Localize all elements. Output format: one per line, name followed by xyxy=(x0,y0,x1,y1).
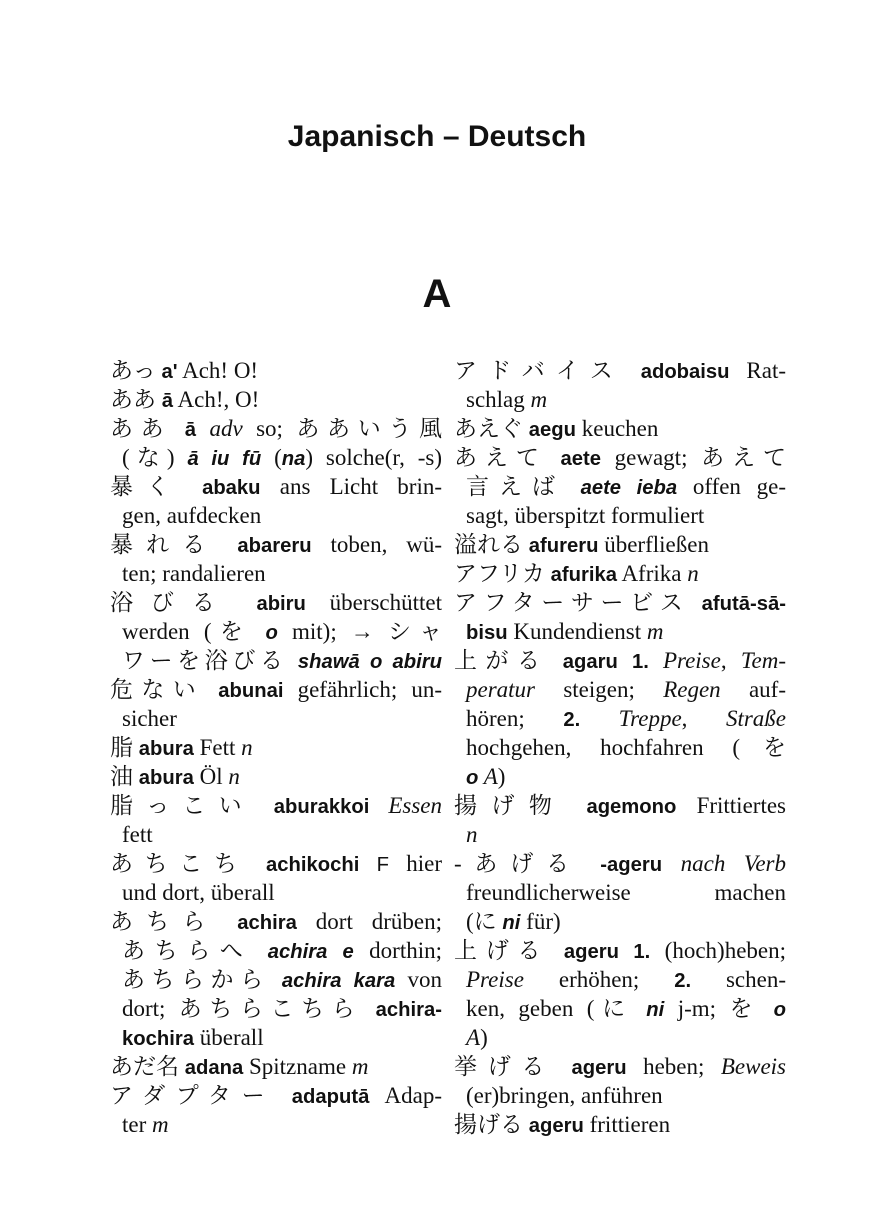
text-run: Straße xyxy=(725,706,787,731)
text-run: 2. xyxy=(563,709,619,731)
text-run: あえぐ xyxy=(454,416,529,441)
dictionary-entry xyxy=(110,530,442,588)
dictionary-entry xyxy=(110,414,442,472)
page-title: Japanisch – Deutsch xyxy=(287,120,587,153)
text-run: あだ名 xyxy=(110,1054,185,1079)
text-run: ( xyxy=(122,445,130,470)
text-run: m xyxy=(351,1054,369,1079)
text-run: achira xyxy=(237,912,297,934)
dictionary-entry xyxy=(454,791,786,849)
text-run: あっ xyxy=(110,358,162,383)
text-run: 2. xyxy=(674,970,726,992)
entry-line xyxy=(110,356,442,385)
text-run: freundlicherweise machen xyxy=(466,880,786,905)
dictionary-entry xyxy=(454,1052,786,1110)
entry-line xyxy=(110,472,442,501)
entry-line xyxy=(454,559,786,588)
text-run: überall xyxy=(193,1025,264,1050)
text-run: überfließen xyxy=(598,532,709,557)
dictionary-entry xyxy=(110,907,442,1052)
text-run: な xyxy=(129,445,167,470)
right-column xyxy=(454,356,786,1139)
entry-line xyxy=(110,762,442,791)
text-run: , xyxy=(720,648,741,673)
text-run: j-m; xyxy=(664,996,730,1021)
text-run: schen- xyxy=(725,967,787,992)
entry-line xyxy=(110,1110,442,1139)
text-run: aete ieba xyxy=(580,477,678,499)
text-run: Fett xyxy=(193,735,242,760)
text-run: adaputā xyxy=(291,1086,370,1108)
text-run: schlag xyxy=(466,387,531,412)
text-run: a' xyxy=(161,361,178,383)
entry-line xyxy=(454,994,786,1023)
text-run: abura xyxy=(138,738,194,760)
text-run: werden ( xyxy=(122,619,212,644)
text-run: Tem- xyxy=(740,648,787,673)
text-run: 挙げる xyxy=(454,1054,572,1079)
text-run: abura xyxy=(138,767,194,789)
entry-line xyxy=(110,1052,442,1081)
text-run: (er)bringen, anführen xyxy=(466,1083,663,1108)
entry-line xyxy=(454,849,786,878)
text-run: 上がる xyxy=(454,648,563,673)
text-run: 脂っこい xyxy=(110,793,274,818)
text-run: を xyxy=(740,735,787,760)
entry-line xyxy=(454,907,786,936)
entry-line xyxy=(454,617,786,646)
entry-line xyxy=(110,530,442,559)
text-run: A xyxy=(478,764,498,789)
text-run: für) xyxy=(520,909,561,934)
text-run: 暴く xyxy=(110,474,203,499)
text-run: ageru xyxy=(571,1057,627,1079)
text-run: adana xyxy=(184,1057,244,1079)
entry-line xyxy=(454,501,786,530)
text-run: gewagt; xyxy=(600,445,702,470)
text-run: 危ない xyxy=(110,677,219,702)
entry-line xyxy=(454,733,786,762)
dictionary-entry xyxy=(110,733,442,762)
entry-line xyxy=(110,936,442,965)
dictionary-entry xyxy=(110,791,442,849)
text-run: abunai xyxy=(218,680,284,702)
text-run: dort drüben; xyxy=(296,909,442,934)
text-run: Rat- xyxy=(729,358,786,383)
text-run: シャ xyxy=(388,619,442,644)
dictionary-entry xyxy=(110,849,442,907)
text-run: 油 xyxy=(110,764,139,789)
text-run: 揚げる xyxy=(454,1112,529,1137)
text-run: erhöhen; xyxy=(523,967,675,992)
text-run: achira e xyxy=(267,941,354,963)
text-run: aete xyxy=(560,448,601,470)
text-run: ā xyxy=(161,390,174,412)
entry-line xyxy=(110,994,442,1023)
entry-line xyxy=(454,704,786,733)
entry-line xyxy=(110,1081,442,1110)
entry-line xyxy=(110,501,442,530)
entry-line xyxy=(110,559,442,588)
text-run: abiru xyxy=(256,593,306,615)
entry-line xyxy=(110,414,442,443)
text-run: n xyxy=(466,822,478,847)
text-run: Preise xyxy=(466,967,524,992)
entry-line xyxy=(110,733,442,762)
entry-line xyxy=(454,965,786,994)
entry-line xyxy=(110,878,442,907)
dictionary-entry xyxy=(454,414,786,443)
text-run: Kundendienst xyxy=(507,619,647,644)
dictionary-entry xyxy=(110,675,442,733)
text-run: Beweis xyxy=(720,1054,786,1079)
dictionary-entry xyxy=(454,588,786,646)
text-run: hochgehen, hochfahren ( xyxy=(466,735,740,760)
text-run: n xyxy=(241,735,253,760)
entry-columns xyxy=(110,356,786,1139)
text-run: ワーを浴びる xyxy=(122,648,298,673)
entry-line xyxy=(110,443,442,472)
entry-line xyxy=(454,936,786,965)
text-run: ) xyxy=(497,764,506,789)
dictionary-entry xyxy=(454,849,786,936)
entry-line xyxy=(110,849,442,878)
text-run: adv xyxy=(196,416,243,441)
text-run: あえて xyxy=(701,445,786,470)
text-run: von xyxy=(395,967,442,992)
text-run: ああ xyxy=(110,387,162,412)
text-run: nach Verb xyxy=(662,851,786,876)
dictionary-entry xyxy=(110,1052,442,1081)
text-run: -ageru xyxy=(600,854,663,876)
text-run: ter xyxy=(122,1112,153,1137)
text-run: ni xyxy=(502,912,521,934)
text-run: ) solche(r, -s) xyxy=(305,445,442,470)
entry-line xyxy=(454,1023,786,1052)
dictionary-entry xyxy=(454,530,786,559)
text-run: 揚げ物 xyxy=(454,793,587,818)
text-run: offen ge- xyxy=(677,474,787,499)
text-run: afutā-sā- xyxy=(701,593,786,615)
text-run: -あげる xyxy=(454,851,601,876)
entry-line xyxy=(454,675,786,704)
entry-line xyxy=(454,791,786,820)
text-run: Frittiertes xyxy=(676,793,786,818)
text-run: 溢れる xyxy=(454,532,529,557)
text-run: 暴れる xyxy=(110,532,238,557)
text-run: aburakkoi xyxy=(273,796,370,818)
text-run: afureru xyxy=(528,535,599,557)
text-run: ā xyxy=(184,419,197,441)
entry-line xyxy=(110,965,442,994)
text-run: so; xyxy=(242,416,297,441)
text-run: agaru xyxy=(562,651,618,673)
text-run: , xyxy=(681,706,726,731)
text-run: gen, aufdecken xyxy=(122,503,262,528)
dictionary-entry xyxy=(454,559,786,588)
entry-line xyxy=(110,704,442,733)
text-run: dorthin; xyxy=(353,938,442,963)
left-column xyxy=(110,356,442,1139)
entry-line xyxy=(454,443,786,472)
section-letter: A xyxy=(422,272,452,316)
dictionary-entry xyxy=(110,356,442,385)
entry-line xyxy=(454,414,786,443)
dictionary-entry xyxy=(454,1110,786,1139)
entry-line xyxy=(454,762,786,791)
text-run: あちら xyxy=(110,909,238,934)
text-run: A xyxy=(466,1025,481,1050)
text-run: あえて xyxy=(454,445,561,470)
text-run: sicher xyxy=(122,706,177,731)
text-run: m xyxy=(646,619,664,644)
text-run: 1. xyxy=(618,941,665,963)
text-run: Ach!, O! xyxy=(173,387,260,412)
text-run: frittieren xyxy=(583,1112,671,1137)
text-run: hören; xyxy=(466,706,564,731)
text-run: Treppe xyxy=(618,706,682,731)
dictionary-entry xyxy=(454,356,786,414)
text-run: dort; xyxy=(122,996,179,1021)
text-run: 浴びる xyxy=(110,590,257,615)
text-run: アフリカ xyxy=(454,561,551,586)
text-run: o xyxy=(773,999,786,1021)
entry-line xyxy=(454,646,786,675)
text-run: あちらから xyxy=(122,967,282,992)
entry-line xyxy=(454,820,786,849)
entry-line xyxy=(454,356,786,385)
text-run: hier xyxy=(406,851,443,876)
text-run: アフターサービス xyxy=(454,590,702,615)
text-run: Öl xyxy=(193,764,229,789)
text-run: アダプター xyxy=(110,1083,292,1108)
text-run: ) xyxy=(480,1025,488,1050)
dictionary-entry xyxy=(110,385,442,414)
text-run: あちらへ xyxy=(122,938,268,963)
text-run: ああ xyxy=(110,416,185,441)
text-run: bisu xyxy=(466,622,508,644)
text-run: Essen xyxy=(369,793,442,818)
text-run: achira- xyxy=(375,999,442,1021)
text-run: auf- xyxy=(720,677,787,702)
text-run: n xyxy=(228,764,240,789)
entry-line xyxy=(110,907,442,936)
dictionary-entry xyxy=(454,646,786,791)
entry-line xyxy=(110,646,442,675)
text-run: adobaisu xyxy=(640,361,730,383)
text-run: achira kara xyxy=(281,970,396,992)
text-run: F xyxy=(359,854,407,876)
text-run: (hoch)heben; xyxy=(664,938,787,963)
dictionary-entry xyxy=(454,936,786,1052)
text-run: toben, wü- xyxy=(311,532,442,557)
entry-line xyxy=(454,530,786,559)
text-run: を xyxy=(211,619,266,644)
text-run: Spitzname xyxy=(243,1054,352,1079)
text-run: o xyxy=(265,622,278,644)
text-run: Ach! O! xyxy=(177,358,259,383)
text-run: überschüttet xyxy=(305,590,442,615)
text-run: ken, geben ( xyxy=(466,996,595,1021)
text-run: na xyxy=(281,448,306,470)
text-run: m xyxy=(530,387,548,412)
text-run: に xyxy=(594,996,647,1021)
text-run: mit); → xyxy=(277,619,389,644)
text-run: ) xyxy=(166,445,188,470)
text-run: あちらこちら xyxy=(178,996,376,1021)
entry-line xyxy=(454,588,786,617)
text-run: agemono xyxy=(586,796,677,818)
text-run: を xyxy=(729,996,774,1021)
text-run: achikochi xyxy=(266,854,360,876)
entry-line xyxy=(454,385,786,414)
text-run: ageru xyxy=(528,1115,584,1137)
text-run: ageru xyxy=(563,941,619,963)
dictionary-entry xyxy=(110,472,442,530)
text-run: に xyxy=(473,909,503,934)
entry-line xyxy=(110,791,442,820)
text-run: ten; randalieren xyxy=(122,561,266,586)
entry-line xyxy=(110,820,442,849)
entry-line xyxy=(454,878,786,907)
text-run: m xyxy=(152,1112,169,1137)
text-run: peratur xyxy=(466,677,535,702)
text-run: 言えば xyxy=(466,474,581,499)
text-run: ( xyxy=(261,445,282,470)
entry-line xyxy=(110,385,442,414)
text-run: 上げる xyxy=(454,938,564,963)
text-run: gefährlich; un- xyxy=(283,677,442,702)
text-run: Afrika xyxy=(616,561,688,586)
text-run: abareru xyxy=(237,535,312,557)
entry-line xyxy=(110,588,442,617)
dictionary-entry xyxy=(110,588,442,675)
text-run: あちこち xyxy=(110,851,266,876)
text-run: o xyxy=(466,767,479,789)
text-run: shawā o abiru xyxy=(297,651,443,673)
text-run: heben; xyxy=(626,1054,721,1079)
text-run: Adap- xyxy=(369,1083,443,1108)
text-run: ā iu fū xyxy=(187,448,262,470)
text-run: Regen xyxy=(663,677,721,702)
text-run: abaku xyxy=(202,477,261,499)
text-run: afurika xyxy=(550,564,617,586)
entry-line xyxy=(110,675,442,704)
text-run: Preise xyxy=(662,648,721,673)
entry-line xyxy=(110,617,442,646)
entry-line xyxy=(110,1023,442,1052)
text-run: fett xyxy=(122,822,153,847)
entry-line xyxy=(454,1081,786,1110)
text-run: kochira xyxy=(122,1028,194,1050)
entry-line xyxy=(454,1052,786,1081)
text-run: 脂 xyxy=(110,735,139,760)
text-run: ni xyxy=(646,999,665,1021)
dictionary-entry xyxy=(110,1081,442,1139)
text-run: und dort, überall xyxy=(122,880,275,905)
entry-line xyxy=(454,1110,786,1139)
text-run: ans Licht brin- xyxy=(260,474,443,499)
text-run: sagt, überspitzt formuliert xyxy=(466,503,705,528)
text-run: aegu xyxy=(528,419,576,441)
dictionary-entry xyxy=(110,762,442,791)
text-run: keuchen xyxy=(575,416,659,441)
text-run: steigen; xyxy=(535,677,664,702)
text-run: ああいう風 xyxy=(296,416,443,441)
dictionary-entry xyxy=(454,443,786,530)
text-run: ( xyxy=(466,909,474,934)
text-run: 1. xyxy=(617,651,663,673)
text-run: n xyxy=(687,561,699,586)
text-run: アドバイス xyxy=(454,358,641,383)
entry-line xyxy=(454,472,786,501)
